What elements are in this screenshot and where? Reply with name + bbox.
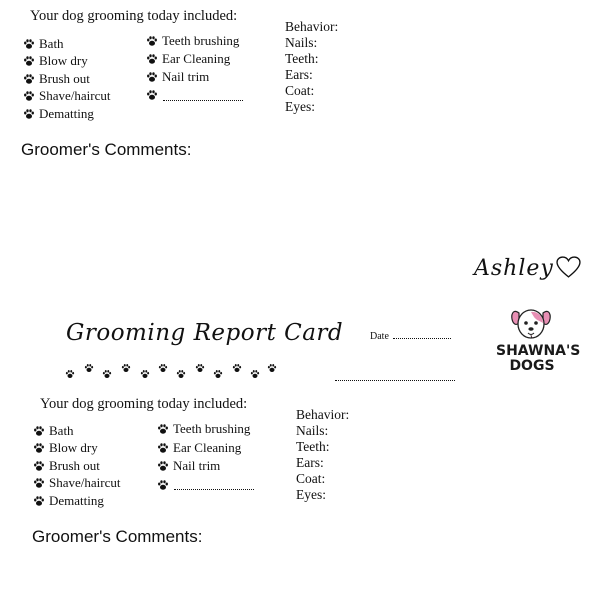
paw-icon — [176, 369, 186, 379]
paw-icon — [33, 495, 45, 507]
checklist-item: Coat: — [285, 83, 315, 98]
paw-icon — [157, 423, 169, 435]
paw-icon — [158, 363, 168, 373]
heart-icon — [556, 256, 581, 279]
paw-icon — [33, 442, 45, 454]
checklist-item: Eyes: — [296, 487, 326, 502]
logo-wordmark — [496, 343, 581, 374]
date-label: Date — [370, 331, 389, 342]
services-right-list — [146, 32, 243, 104]
date-fill-line — [393, 328, 451, 339]
groomers-comments-label: Groomer's Comments: — [21, 140, 192, 159]
paw-icon — [33, 425, 45, 437]
service-item-blank — [157, 476, 254, 495]
services-left-list — [33, 422, 120, 510]
paw-icon — [195, 363, 205, 373]
paw-icon — [102, 369, 112, 379]
service-item: Teeth brushing — [157, 420, 254, 439]
paw-icon — [146, 35, 158, 47]
paw-print-trail — [62, 360, 282, 380]
logo-text-line2: DOGS — [509, 358, 555, 374]
date-field — [370, 328, 451, 342]
paw-icon — [140, 369, 150, 379]
paw-icon — [146, 71, 158, 83]
service-item: Nail trim — [146, 68, 243, 86]
dog-logo-icon — [510, 305, 552, 343]
paw-icon — [267, 363, 277, 373]
services-intro: Your dog grooming today included: — [40, 396, 248, 412]
service-item: Teeth brushing — [146, 32, 243, 50]
service-item: Nail trim — [157, 457, 254, 476]
logo-text-line1: SHAWNA'S — [496, 343, 581, 359]
checklist-item: Nails: — [285, 35, 318, 50]
checklist — [296, 407, 349, 503]
checklist-item: Nails: — [296, 423, 329, 438]
name-fill-line — [335, 370, 455, 381]
service-item-blank — [146, 86, 243, 104]
service-item: Bath — [33, 422, 120, 440]
service-item: Shave/haircut — [23, 88, 110, 106]
paw-icon — [157, 460, 169, 472]
checklist-item: Teeth: — [285, 51, 319, 66]
paw-icon — [23, 73, 35, 85]
paw-icon — [121, 363, 131, 373]
blank-fill-line — [163, 90, 243, 101]
service-item: Ear Cleaning — [146, 50, 243, 68]
paw-icon — [33, 477, 45, 489]
service-item: Brush out — [33, 457, 120, 475]
checklist-item: Ears: — [285, 67, 313, 82]
service-item: Blow dry — [33, 440, 120, 458]
checklist-item: Behavior: — [285, 19, 339, 34]
paw-icon — [157, 479, 169, 491]
signature: Ashley — [474, 256, 554, 281]
paw-icon — [146, 53, 158, 65]
services-right-list — [157, 420, 254, 494]
service-item: Bath — [23, 35, 110, 53]
checklist — [285, 19, 338, 115]
paw-icon — [23, 55, 35, 67]
groomers-comments-label: Groomer's Comments: — [32, 527, 203, 546]
paw-icon — [157, 442, 169, 454]
service-item: Shave/haircut — [33, 475, 120, 493]
paw-icon — [213, 369, 223, 379]
services-left-list — [23, 35, 110, 123]
paw-icon — [23, 90, 35, 102]
paw-icon — [65, 369, 75, 379]
paw-icon — [146, 89, 158, 101]
paw-icon — [23, 38, 35, 50]
service-item: Brush out — [23, 70, 110, 88]
checklist-item: Ears: — [296, 455, 324, 470]
paw-icon — [232, 363, 242, 373]
service-item: Dematting — [23, 105, 110, 123]
checklist-item: Eyes: — [285, 99, 315, 114]
blank-fill-line — [174, 479, 254, 490]
checklist-item: Behavior: — [296, 407, 350, 422]
service-item: Blow dry — [23, 53, 110, 71]
service-item: Dematting — [33, 492, 120, 510]
services-intro: Your dog grooming today included: — [30, 8, 238, 24]
report-title: Grooming Report Card — [66, 320, 344, 346]
checklist-item: Teeth: — [296, 439, 330, 454]
paw-icon — [250, 369, 260, 379]
paw-icon — [23, 108, 35, 120]
service-item: Ear Cleaning — [157, 439, 254, 458]
paw-icon — [33, 460, 45, 472]
paw-icon — [84, 363, 94, 373]
checklist-item: Coat: — [296, 471, 326, 486]
